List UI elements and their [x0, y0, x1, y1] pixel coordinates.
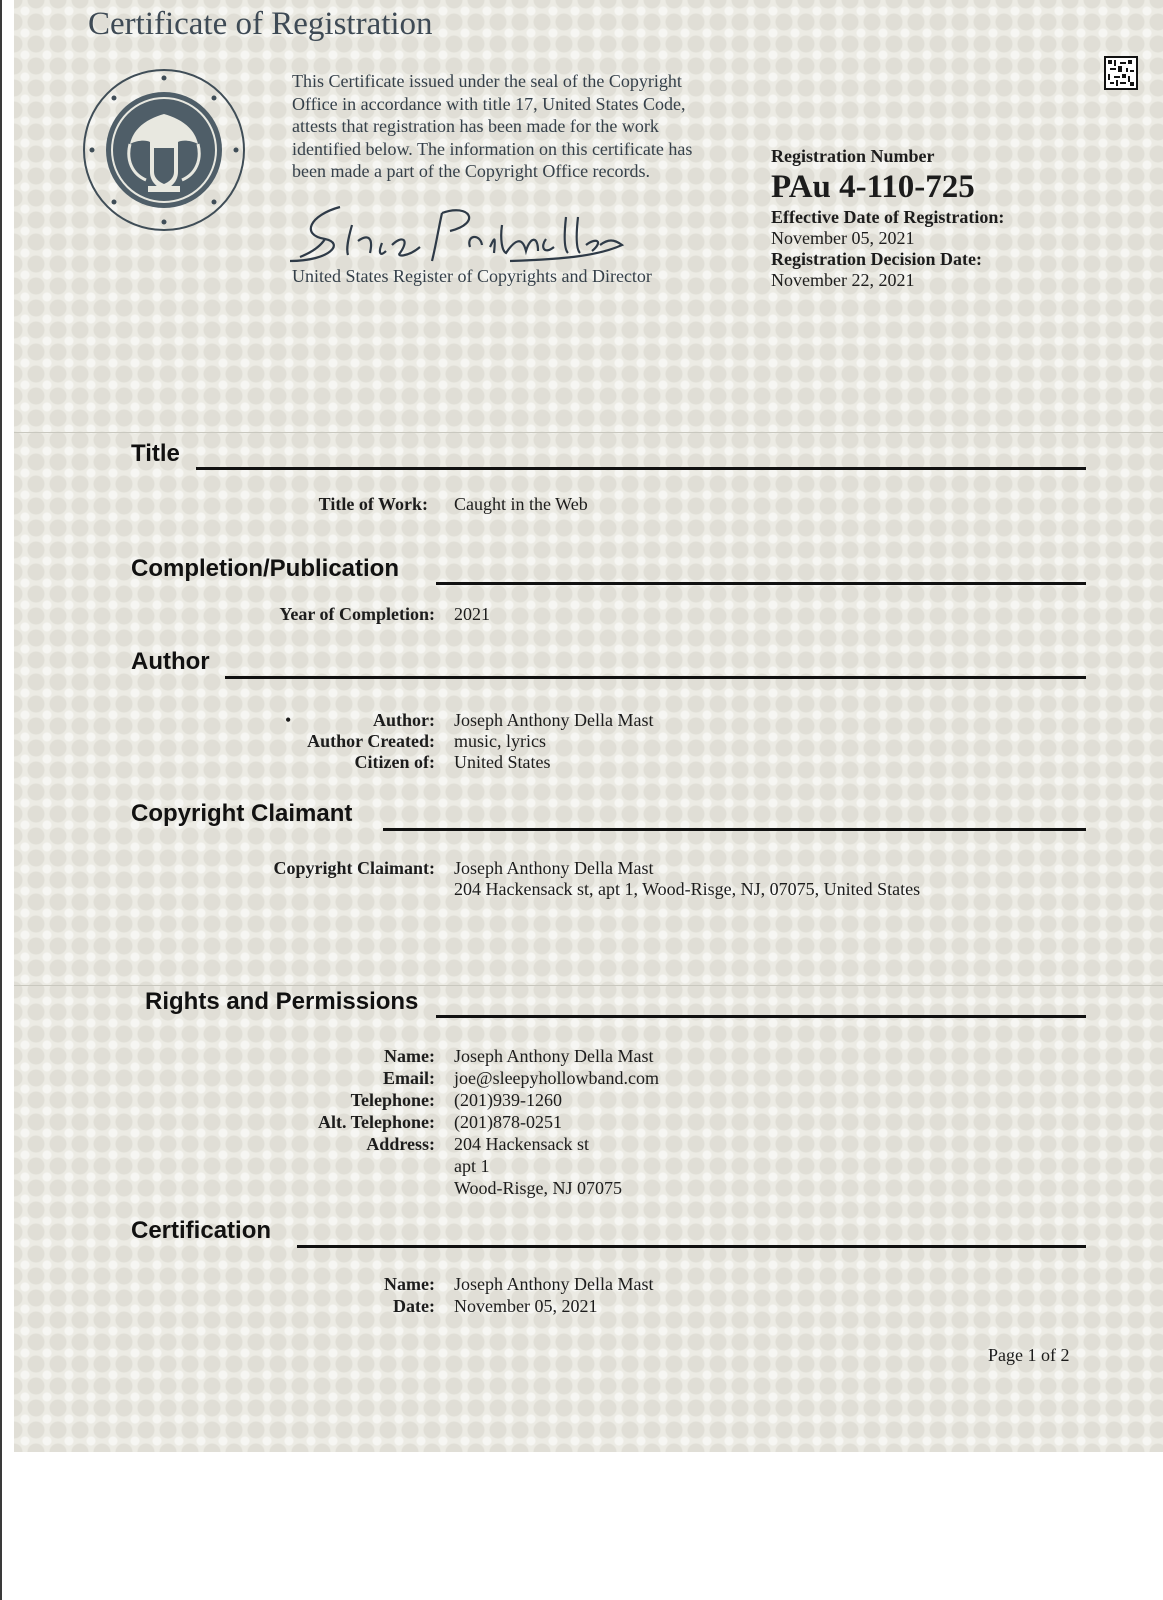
statement-line: been made a part of the Copyright Office records.: [292, 161, 651, 181]
rights-email-label: Email:: [383, 1068, 435, 1088]
section-rule: [297, 1245, 1086, 1248]
certification-date-label: Date:: [393, 1296, 435, 1316]
section-rule: [436, 1015, 1086, 1018]
certification-name-value: Joseph Anthony Della Mast: [454, 1274, 654, 1294]
fold-line-bottom: [14, 985, 1163, 986]
claimant-name: Joseph Anthony Della Mast: [454, 858, 654, 878]
copyright-office-seal-icon: [82, 68, 246, 232]
certification-date-value: November 05, 2021: [454, 1296, 598, 1316]
page-number: Page 1 of 2: [988, 1345, 1070, 1365]
title-of-work-value: Caught in the Web: [454, 494, 588, 514]
statement-line: attests that registration has been made for the work: [292, 116, 659, 136]
year-of-completion-value: 2021: [454, 604, 490, 624]
author-created-label: Author Created:: [307, 731, 435, 751]
rights-email-value: joe@sleepyhollowband.com: [454, 1068, 660, 1088]
rights-telephone-label: Telephone:: [350, 1090, 435, 1110]
title-of-work-label: Title of Work:: [318, 494, 428, 514]
author-created-value: music, lyrics: [454, 731, 546, 751]
barcode-icon: [1104, 56, 1138, 90]
rights-name-label: Name:: [384, 1046, 435, 1066]
rights-address-line: apt 1: [454, 1156, 490, 1176]
rights-telephone-value: (201)939-1260: [454, 1090, 562, 1110]
section-claimant-heading: Copyright Claimant: [131, 800, 353, 827]
registration-info: [771, 146, 1004, 291]
rights-name-value: Joseph Anthony Della Mast: [454, 1046, 654, 1066]
section-rights-heading: Rights and Permissions: [145, 988, 419, 1015]
signature-caption: United States Register of Copyrights and Director: [292, 266, 652, 286]
statement-line: This Certificate issued under the seal of the Copyright: [292, 71, 682, 91]
effective-date-label: Effective Date of Registration:: [771, 207, 1005, 227]
decision-date-label: Registration Decision Date:: [771, 249, 982, 269]
registration-number: PAu 4-110-725: [771, 169, 975, 205]
certificate-statement: [292, 70, 727, 183]
rights-alt-telephone-label: Alt. Telephone:: [317, 1112, 435, 1132]
section-rule: [436, 582, 1086, 585]
decision-date: November 22, 2021: [771, 270, 915, 290]
section-rule: [383, 828, 1086, 831]
statement-line: identified below. The information on this certificate has: [292, 138, 693, 159]
copyright-claimant-label: Copyright Claimant:: [273, 858, 435, 878]
section-rule: [225, 676, 1086, 679]
certificate-title: Certificate of Registration: [88, 6, 433, 42]
rights-address-label: Address:: [366, 1134, 435, 1154]
registration-number-label: Registration Number: [771, 146, 935, 166]
fold-line-top: [14, 432, 1163, 433]
author-bullet: •: [285, 710, 292, 730]
rights-address-line: Wood-Risge, NJ 07075: [454, 1178, 623, 1198]
rights-address-line: 204 Hackensack st: [454, 1134, 589, 1154]
register-signature-icon: [270, 195, 660, 270]
author-label: Author:: [373, 710, 435, 730]
section-certification-heading: Certification: [131, 1217, 272, 1244]
scan-left-edge: [0, 0, 2, 1600]
certification-name-label: Name:: [384, 1274, 435, 1294]
section-author-heading: Author: [131, 648, 210, 675]
citizen-of-label: Citizen of:: [354, 752, 435, 772]
section-rule: [196, 467, 1086, 470]
claimant-address: 204 Hackensack st, apt 1, Wood-Risge, NJ, 07075, United States: [454, 879, 921, 899]
section-completion-heading: Completion/Publication: [131, 555, 399, 582]
citizen-of-value: United States: [454, 752, 551, 772]
author-value: Joseph Anthony Della Mast: [454, 710, 654, 730]
year-of-completion-label: Year of Completion:: [279, 604, 435, 624]
statement-line: Office in accordance with title 17, United States Code,: [292, 93, 686, 114]
rights-alt-telephone-value: (201)878-0251: [454, 1112, 562, 1132]
effective-date: November 05, 2021: [771, 228, 915, 248]
section-title-heading: Title: [131, 440, 180, 467]
